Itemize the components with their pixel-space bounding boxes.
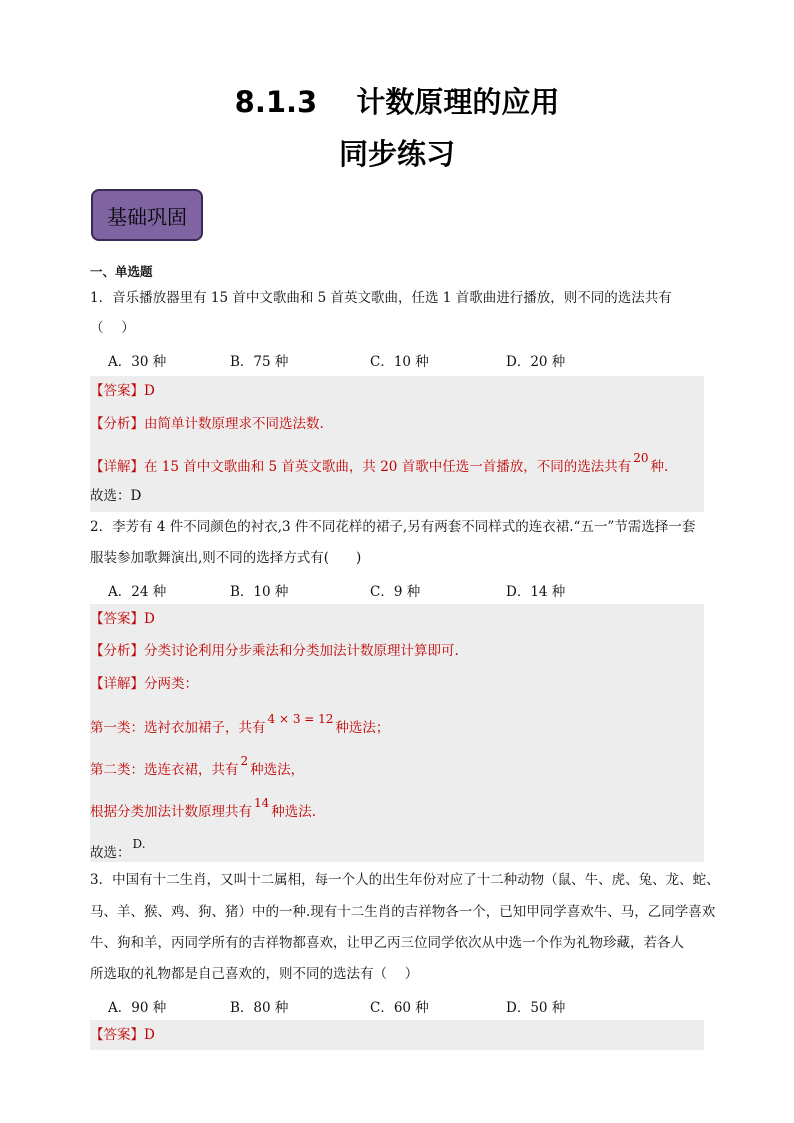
q1-option-b: B．75 种 [230,354,289,370]
q2-stem-line1: 2．李芳有 4 件不同颜色的衬衣,3 件不同花样的裙子,另有两套不同样式的连衣裙.“五一”节需选择一套 [90,519,696,535]
q1-stem-line2: （ ） [90,320,135,336]
q2-option-c: C．9 种 [370,584,421,600]
q1-answer: 【答案】D [90,383,155,399]
q1-option-c: C．10 种 [370,354,429,370]
q3-stem-line3: 牛、狗和羊，丙同学所有的吉祥物都喜欢，让甲乙丙三位同学依次从中选一个作为礼物珍藏，若各人 [90,935,684,951]
q1-option-d: D．20 种 [506,354,566,370]
q3-option-a: A．90 种 [108,1000,167,1016]
page-subtitle: 同步练习 [338,137,455,171]
q2-stem-line2: 服装参加歌舞演出,则不同的选择方式有( ) [90,550,362,566]
section-badge: 基础巩固 [91,189,203,241]
q1-conclusion: 故选：D [90,488,142,504]
q2-option-a: A．24 种 [108,584,167,600]
page-title: 8.1.3 计数原理的应用 [234,85,560,119]
q1-solution-box [90,376,704,512]
q2-total: 根据分类加法计数原理共有14种选法. [90,796,317,820]
q2-option-d: D．14 种 [506,584,566,600]
section-heading: 一、单选题 [90,264,153,279]
q1-analysis: 【分析】由简单计数原理求不同选法数. [90,416,324,432]
q2-case1: 第一类：选衬衣加裙子，共有4 × 3 = 12种选法； [90,712,390,736]
q3-option-b: B．80 种 [230,1000,289,1016]
q1-stem-line1: 1．音乐播放器里有 15 首中文歌曲和 5 首英文歌曲，任选 1 首歌曲进行播放，则不同的选法共有 [90,290,672,306]
q2-answer: 【答案】D [90,611,155,627]
q3-stem-line4: 所选取的礼物都是自己喜欢的，则不同的选法有（ ） [90,966,419,982]
q1-option-a: A．30 种 [108,354,167,370]
q3-stem-line2: 马、羊、猴、鸡、狗、猪）中的一种.现有十二生肖的吉祥物各一个，已知甲同学喜欢牛、马，乙同学喜欢 [90,904,716,920]
q2-option-b: B．10 种 [230,584,289,600]
q2-analysis: 【分析】分类讨论利用分步乘法和分类加法计数原理计算即可. [90,643,459,659]
q2-conclusion: 故选：D. [90,837,146,861]
q1-detail: 【详解】在 15 首中文歌曲和 5 首英文歌曲，共 20 首歌中任选一首播放，不同的选法共有20种. [90,451,669,475]
q2-detail: 【详解】分两类： [90,676,198,692]
q3-option-d: D．50 种 [506,1000,566,1016]
q3-option-c: C．60 种 [370,1000,429,1016]
q3-stem-line1: 3．中国有十二生肖，又叫十二属相，每一个人的出生年份对应了十二种动物（鼠、牛、虎、兔、龙、蛇、 [90,872,720,888]
q3-answer: 【答案】D [90,1027,155,1043]
q3-solution-box [90,1020,704,1050]
q2-case2: 第二类：选连衣裙，共有2种选法， [90,754,305,778]
